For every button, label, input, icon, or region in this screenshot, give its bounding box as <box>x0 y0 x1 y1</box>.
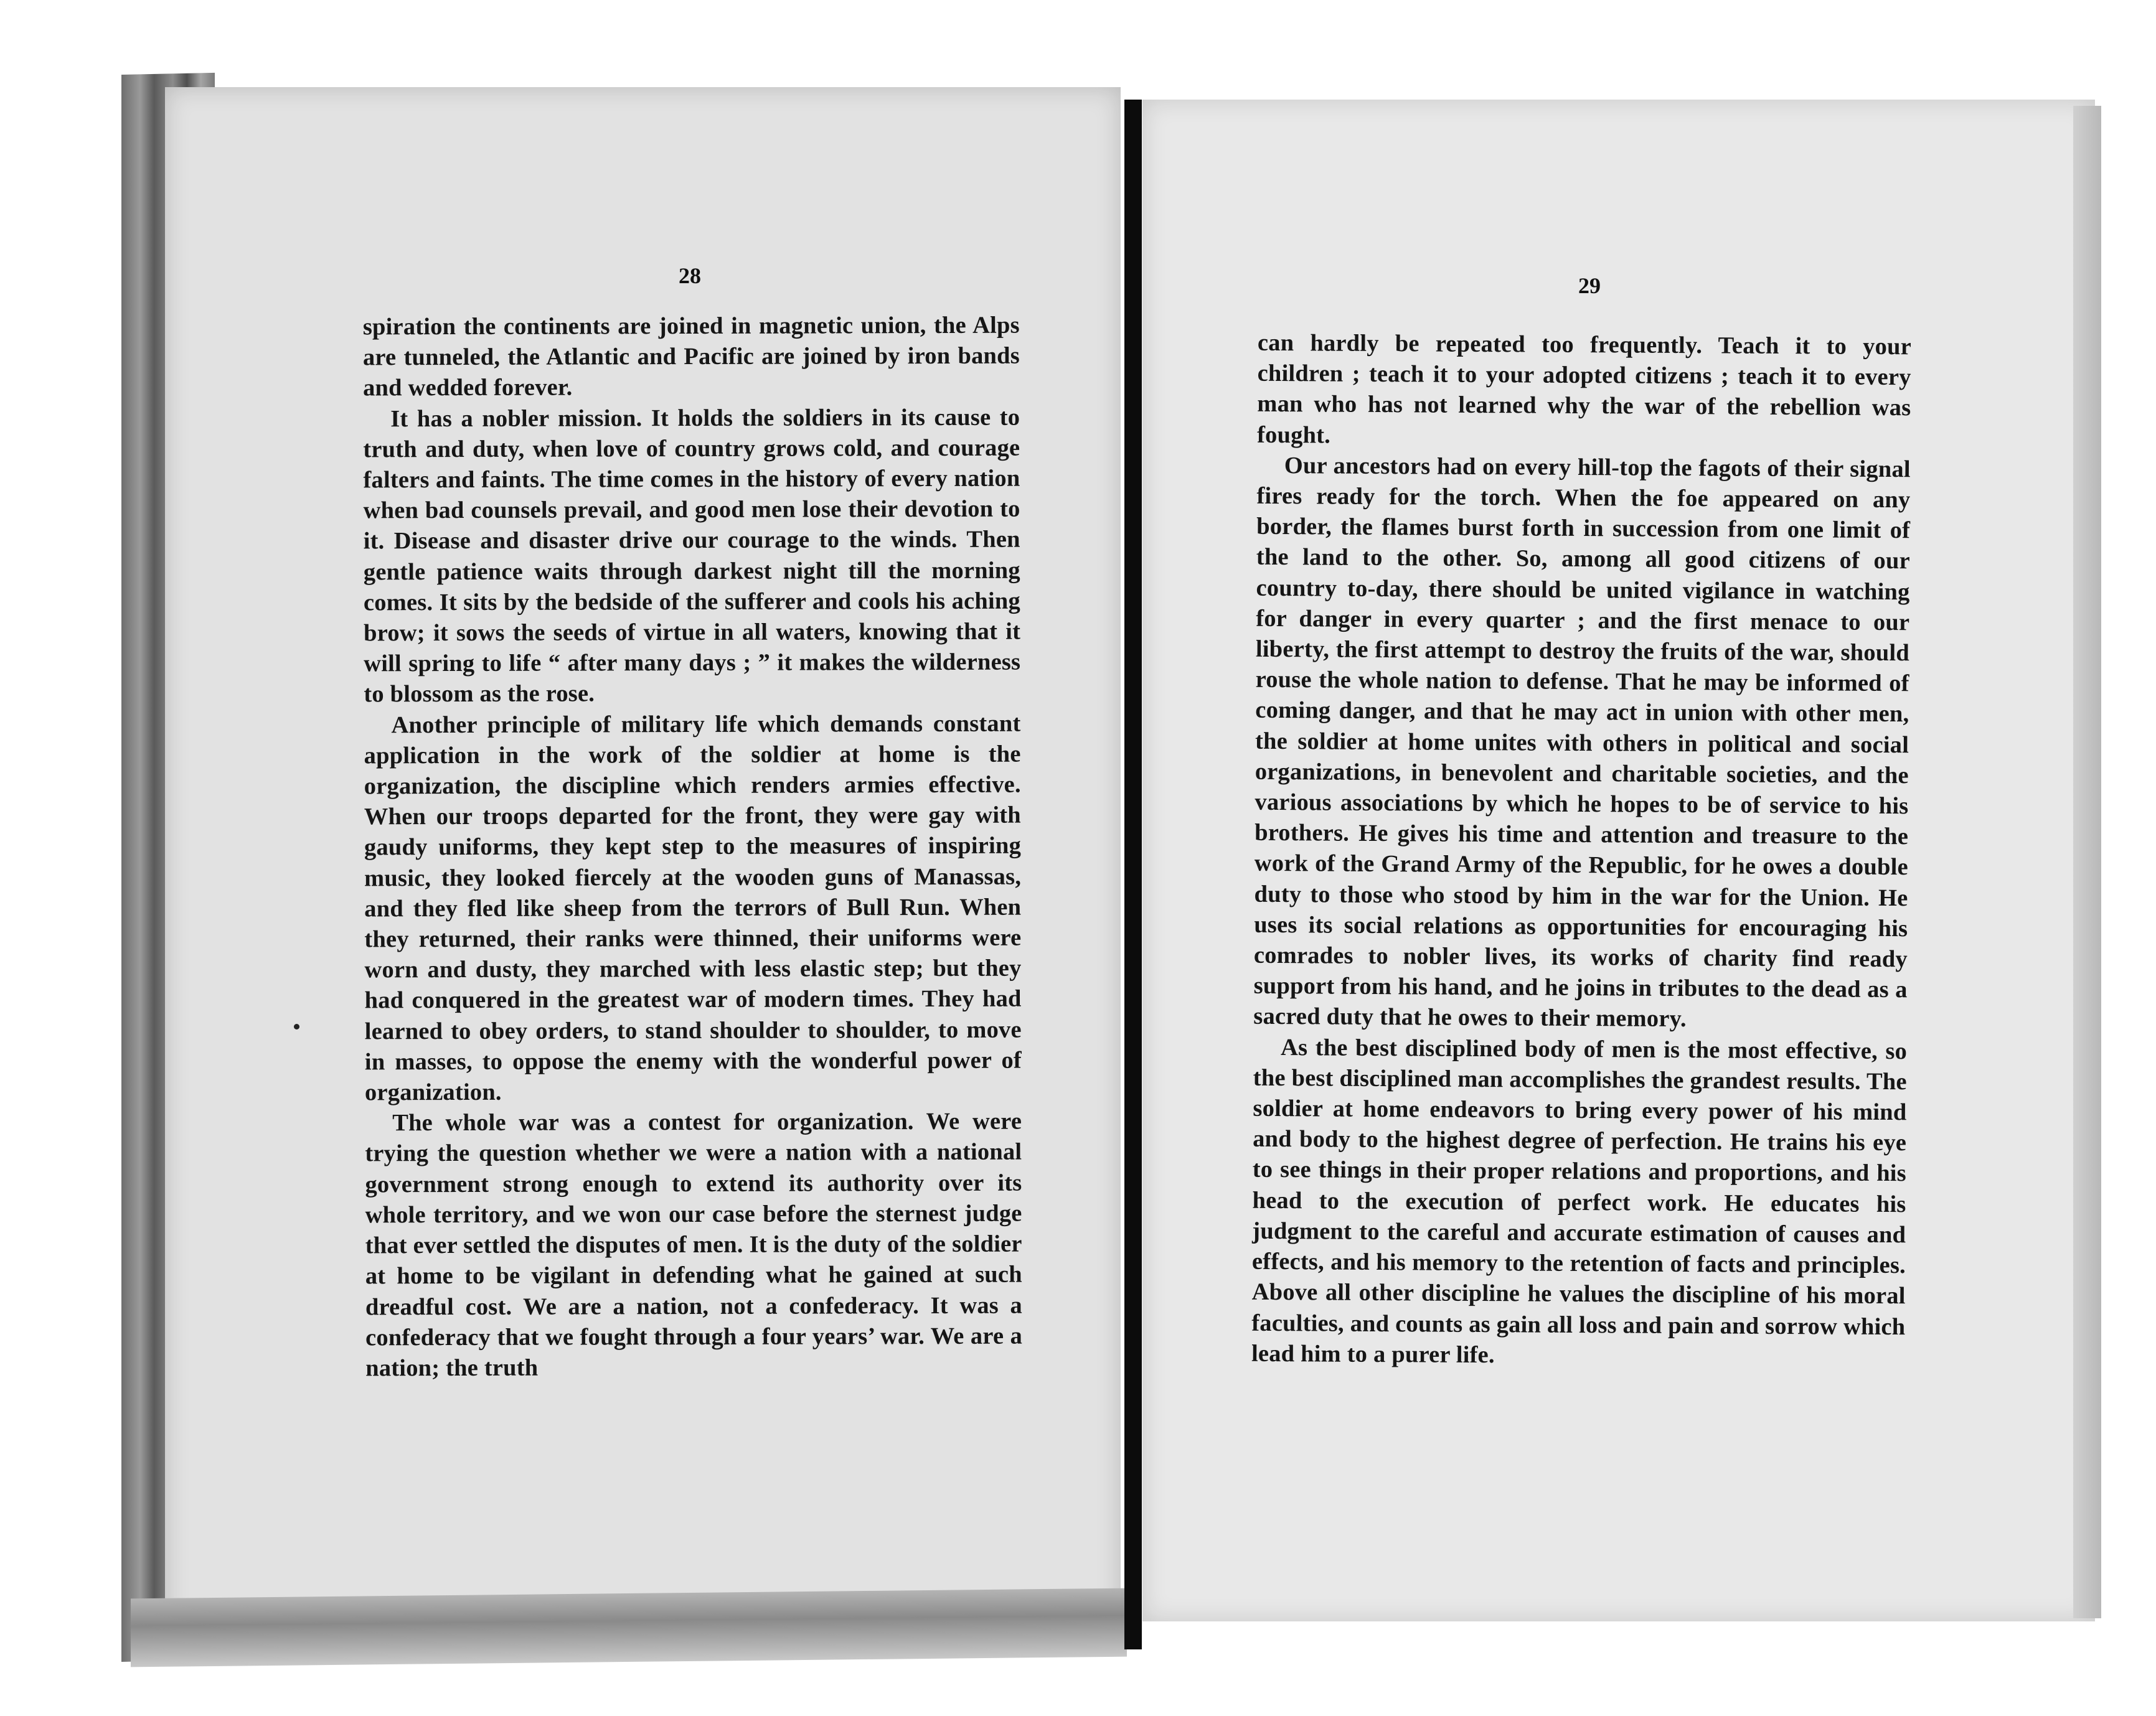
page-number-left: 28 <box>679 263 701 288</box>
right-page-text <box>1251 328 1911 1373</box>
paragraph: As the best disciplined body of men is the most effective, so the best disciplined man accomplishes the grandest results. The soldier at home endeavors to bring every power of his mind and body to the highest degree of perfection. He trains his eye to see things in their proper relations and proportions, and his head to the execution of perfect work. He educates his judgment to the careful and accurate estimation of causes and effects, and his memory to the retention of facts and principles. Above all other discipline he values the discipline of his moral faculties, and counts as gain all loss and pain and sorrow which lead him to a purer life. <box>1251 1034 1908 1368</box>
paragraph-continuation: can hardly be repeated too frequently. Teach it to your children ; teach it to your adopted citizens ; teach it to every man who has not learned why the war of the rebellion was fought. <box>1256 329 1912 449</box>
book-gutter <box>1124 100 1142 1649</box>
paragraph: Our ancestors had on every hill-top the fagots of their signal fires ready for the torch. When the foe appeared on any border, the flames burst forth in succession from one limit of the land to the other. So, among all good citizens of our country to-day, there should be united vigilance in watching for danger in every quarter ; and the first menace to our liberty, the first attempt to destroy the fruits of the war, should rouse the whole nation to defense. That he may be informed of coming danger, and that he may act in union with other men, the soldier at home unites with others in political and social organizations, in benevolent and charitable societies, and the various associations by which he hopes to be of service to his brothers. He gives his time and attention and treasure to the work of the Grand Army of the Republic, for he owes a double duty to those who stood by him in the war for the Union. He uses its social relations as opportunities for encouraging his comrades to nobler lives, its works of charity find ready support from his hand, and he joins in tributes to the dead as a sacred duty that he owes to their memory. <box>1253 452 1911 1033</box>
page-edges-right <box>2073 106 2101 1618</box>
paragraph: It has a nobler mission. It holds the soldiers in its cause to truth and duty, when love of country grows cold, and courage falters and faints. The time comes in the history of every nation when bad counsels prevail, and good men lose their devotion to it. Disease and disaster drive our courage to the winds. Then gentle patience waits through darkest night till the morning comes. It sits by the bedside of the sufferer and cools his aching brow; it sows the seeds of virtue in all waters, knowing that it will spring to life “ after many days ; ” it makes the wilderness to blossom as the rose. <box>363 404 1021 708</box>
page-edges-bottom <box>131 1588 1127 1667</box>
left-page-text <box>363 311 1023 1384</box>
paragraph-continuation: spiration the continents are joined in magnetic union, the Alps are tunneled, the Atlantic and Pacific are joined by iron bands and wedded forever. <box>362 312 1020 401</box>
ink-speck <box>294 1024 299 1029</box>
page-number-right: 29 <box>1578 273 1601 298</box>
paragraph: Another principle of military life which demands constant application in the work of the soldier at home is the organization, the discipline which renders armies effective. When our troops departed for the front, they were gay with gaudy uniforms, they kept step to the measures of inspiring music, they looked fiercely at the wooden guns of Manassas, and they fled like sheep from the terrors of Bull Run. When they returned, their ranks were thinned, their uniforms were worn and dusty, they marched with less elastic step; but they had conquered in the greatest war of modern times. They had learned to obey orders, to stand shoulder to shoulder, to move in masses, to oppose the enemy with the wonderful power of organization. <box>364 710 1022 1106</box>
paragraph: The whole war was a contest for organization. We were trying the question whether we were a nation with a national government strong enough to extend its authority over its whole territory, and we won our case before the sternest judge that ever settled the disputes of men. It is the duty of the soldier at home to be vigilant in defending what he gained at such dreadful cost. We are a nation, not a confederacy. It was a confederacy that we fought through a four years’ war. We are a nation; the truth <box>365 1108 1023 1382</box>
